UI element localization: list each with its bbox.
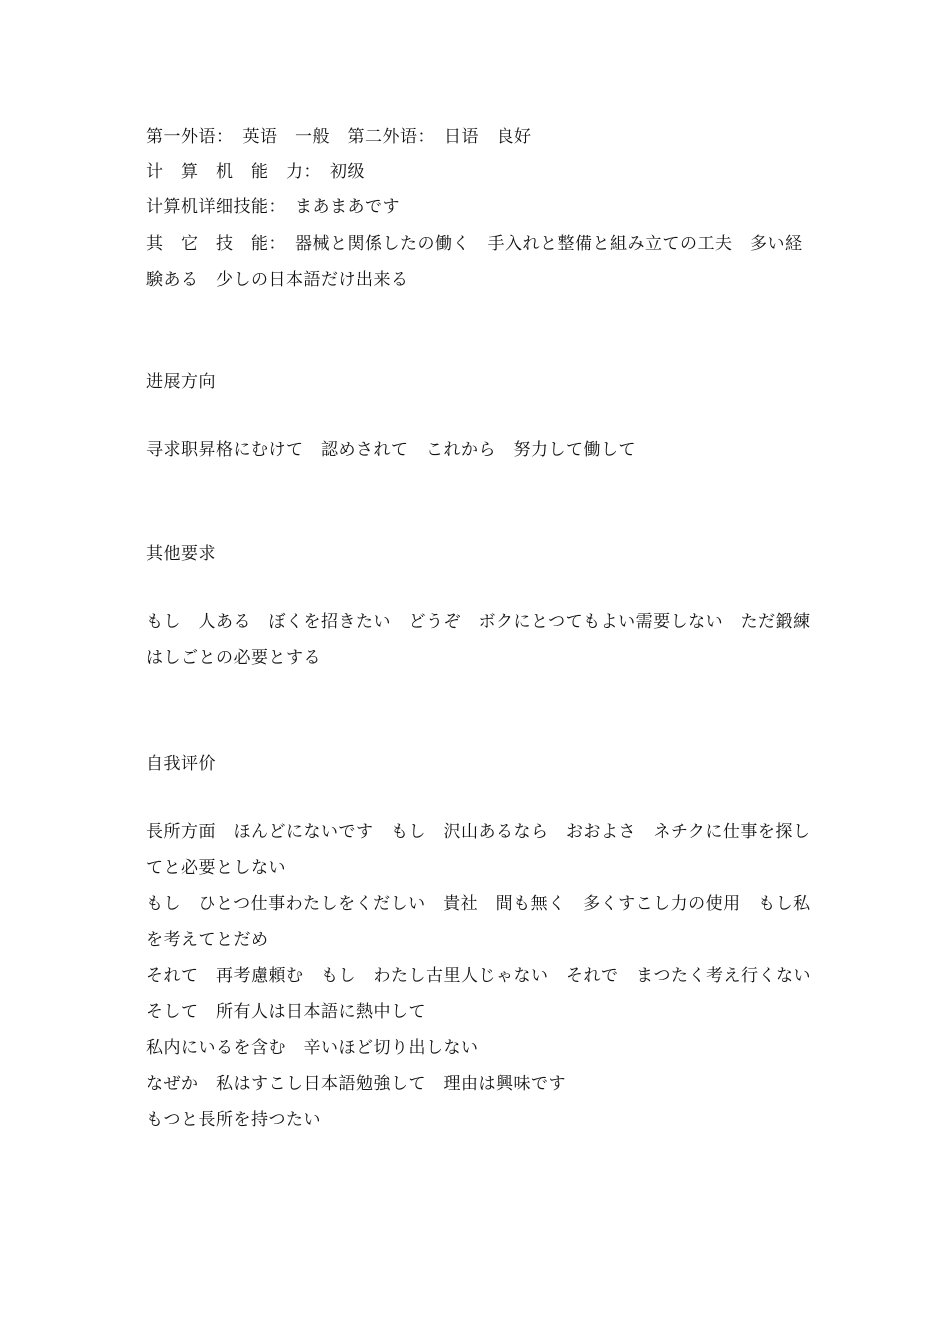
self-evaluation-paragraph: もつと長所を持つたい — [146, 1110, 321, 1130]
requirements-paragraph: もし 人ある ぼくを招きたい どうぞ ボクにとつてもよい需要しない ただ鍛練はしごとの必要とする — [146, 612, 811, 668]
self-evaluation-paragraph: なぜか 私はすこし日本語勉強して 理由は興味です — [146, 1074, 566, 1094]
other-skills-paragraph: 其 它 技 能： 器械と関係したの働く 手入れと整備と組み立ての工夫 多い経験ある 少しの日本語だけ出来る — [146, 234, 803, 290]
self-evaluation-paragraph: もし ひとつ仕事わたしをくだしい 貴社 間も無く 多くすこし力の使用 もし私を考えてとだめ — [146, 894, 811, 950]
self-evaluation-paragraph: 長所方面 ほんどにないです もし 沢山あるなら おおよさ ネチクに仕事を探してと必要としない — [146, 822, 811, 878]
requirements-heading: 其他要求 — [146, 544, 216, 564]
development-heading: 进展方向 — [146, 372, 216, 392]
computer-skill-line: 计 算 机 能 力： 初级 — [146, 162, 365, 182]
self-evaluation-heading: 自我评价 — [146, 754, 216, 774]
self-evaluation-paragraph: 私内にいるを含む 辛いほど切り出しない — [146, 1038, 479, 1058]
computer-detail-line: 计算机详细技能： まあまあです — [146, 197, 400, 217]
self-evaluation-body — [146, 814, 829, 1138]
development-text: 寻求职昇格にむけて 認めされて これから 努力して働して — [146, 440, 636, 460]
self-evaluation-paragraph: それて 再考慮頼む もし わたし古里人じゃない それで まつたく考え行くない そして 所有人は日本語に熱中して — [146, 966, 829, 1022]
foreign-language-line: 第一外语： 英语 一般 第二外语： 日语 良好 — [146, 127, 532, 147]
